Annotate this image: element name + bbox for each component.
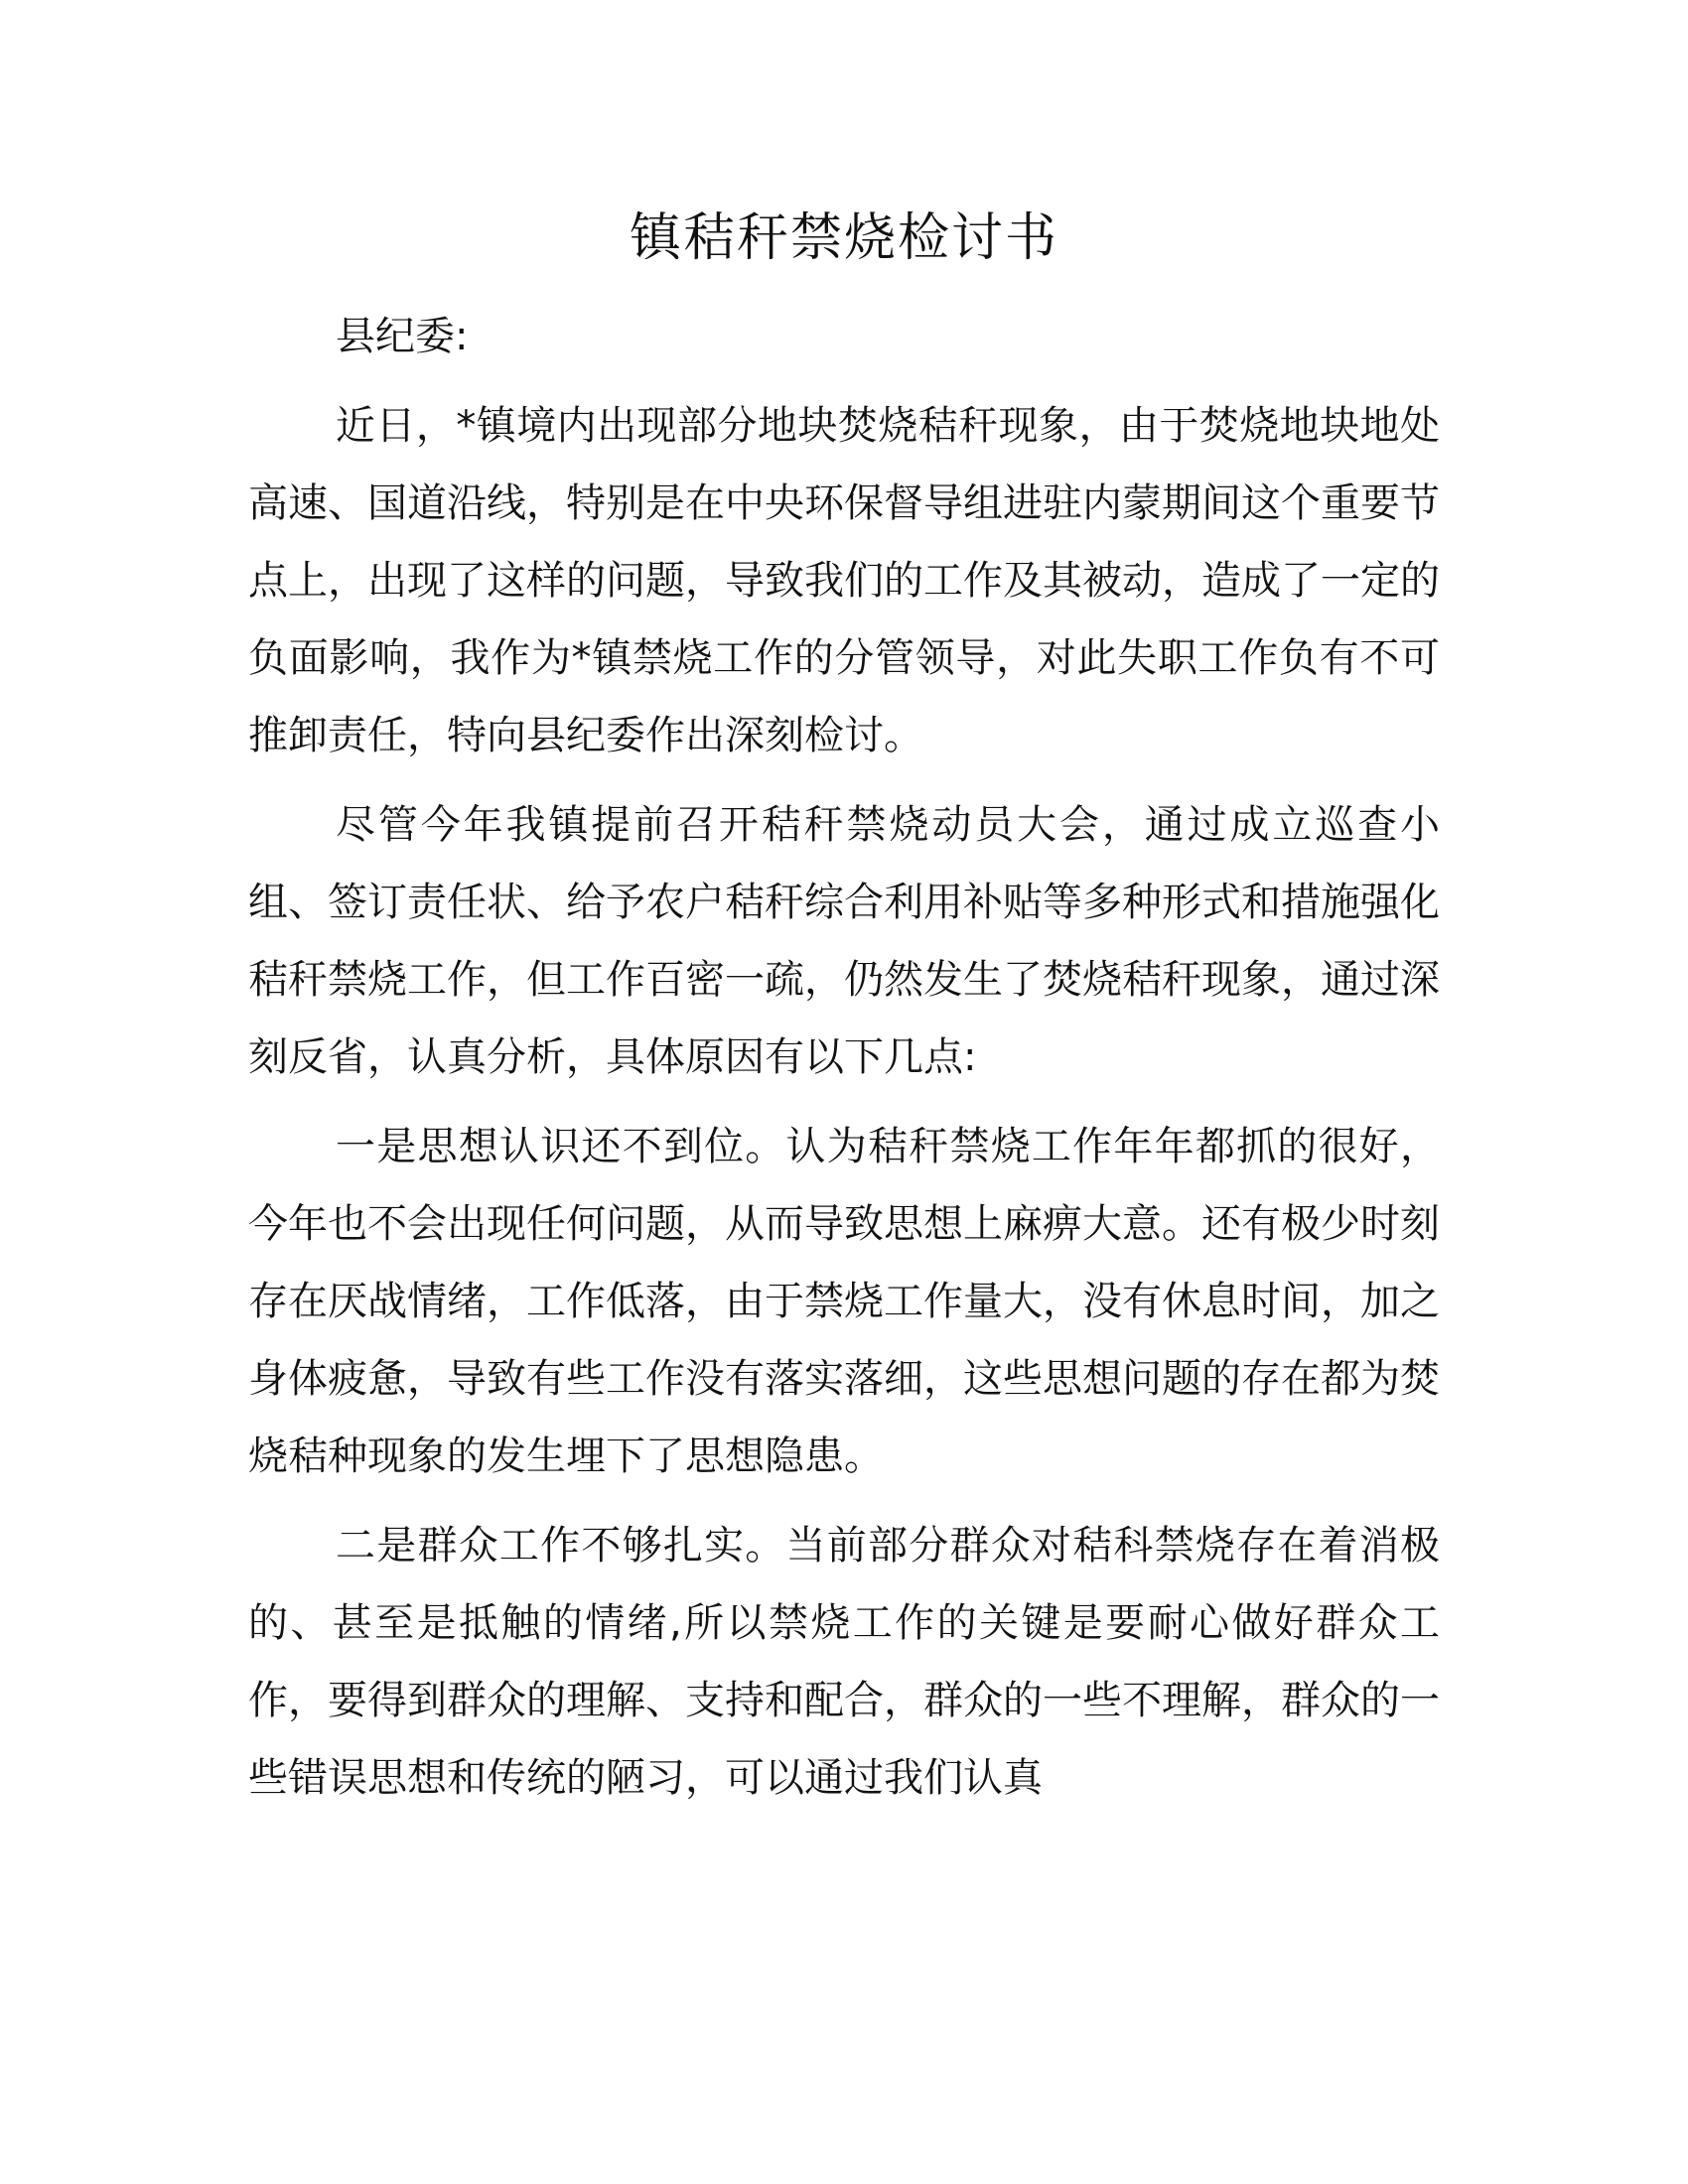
document-body	[248, 298, 1440, 1829]
document-title: 镇秸秆禁烧检讨书	[629, 208, 1058, 268]
paragraph-2: 尽管今年我镇提前召开秸秆禁烧动员大会，通过成立巡查小组、签订责任状、给予农户秸秆综合利用补贴等多种形式和措施强化秸秆禁烧工作，但工作百密一疏，仍然发生了焚烧秸秆现象，通过深刻反省，认真分析，具体原因有以下几点:	[248, 802, 1440, 1080]
paragraph-4: 二是群众工作不够扎实。当前部分群众对秸科禁烧存在着消极的、甚至是抵触的情绪,所以禁烧工作的关键是要耐心做好群众工作，要得到群众的理解、支持和配合，群众的一些不理解，群众的一些错误思想和传统的陋习，可以通过我们认真	[248, 1523, 1440, 1801]
salutation: 县纪委:	[336, 314, 469, 359]
paragraph-3: 一是思想认识还不到位。认为秸秆禁烧工作年年都抓的很好，今年也不会出现任何问题，从而导致思想上麻痹大意。还有极少时刻存在厌战情绪，工作低落，由于禁烧工作量大，没有休息时间，加之身体疲惫，导致有些工作没有落实落细，这些思想问题的存在都为焚烧秸种现象的发生埋下了思想隐患。	[248, 1124, 1440, 1479]
paragraph-1: 近日，*镇境内出现部分地块焚烧秸秆现象，由于焚烧地块地处高速、国道沿线，特别是在中央环保督导组进驻内蒙期间这个重要节点上，出现了这样的问题，导致我们的工作及其被动，造成了一定的负面影响，我作为*镇禁烧工作的分管领导，对此失职工作负有不可推卸责任，特向县纪委作出深刻检讨。	[248, 403, 1440, 758]
